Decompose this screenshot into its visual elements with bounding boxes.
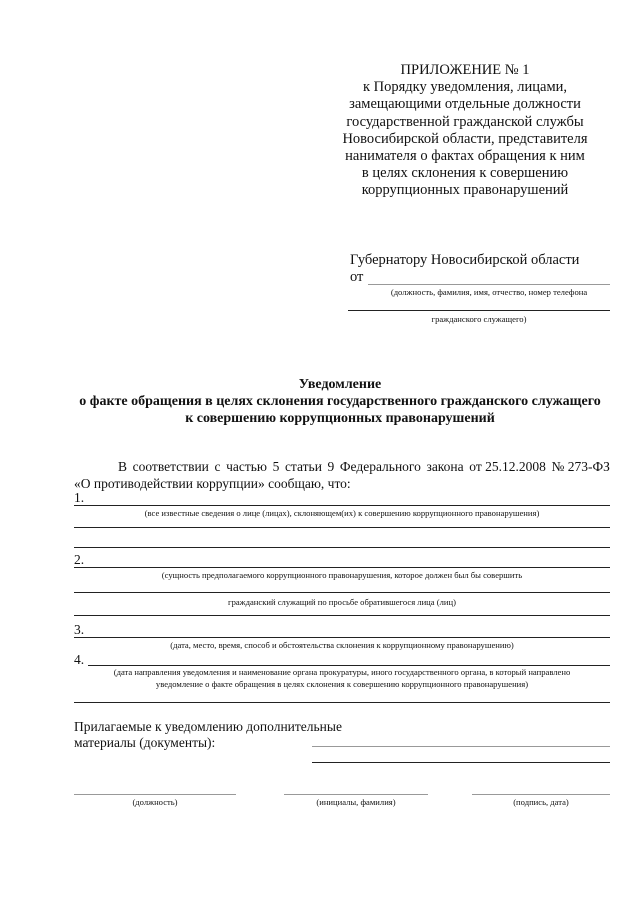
intro-word: статьи bbox=[284, 459, 322, 474]
item-2-number: 2. bbox=[74, 552, 85, 567]
notice-title: Уведомление bbox=[298, 377, 382, 392]
addressee-from-label: от bbox=[350, 269, 364, 285]
item-2-line-3[interactable] bbox=[74, 615, 610, 616]
item-1-line-1[interactable] bbox=[74, 505, 610, 506]
attachments-label-2: материалы (документы): bbox=[74, 735, 216, 750]
annex-line: ПРИЛОЖЕНИЕ № 1 bbox=[400, 62, 530, 78]
item-2-hint-2: гражданский служащий по просьбе обратившегося лица (лиц) bbox=[228, 597, 456, 607]
sign-date-hint: (подпись, дата) bbox=[513, 797, 569, 807]
intro-word: от 25.12.2008 bbox=[469, 459, 546, 474]
intro-word: 5 bbox=[272, 459, 280, 474]
intro-word: № 273-ФЗ bbox=[551, 459, 610, 474]
attachments-line-2[interactable] bbox=[312, 762, 610, 763]
initials-hint: (инициалы, фамилия) bbox=[316, 797, 396, 807]
intro-line-2: «О противодействии коррупции» сообщаю, что: bbox=[74, 476, 351, 491]
intro-line-1 bbox=[118, 459, 610, 475]
annex-line: государственной гражданской службы bbox=[346, 113, 584, 130]
item-2-line-2[interactable] bbox=[74, 592, 610, 593]
position-signature-line[interactable] bbox=[74, 794, 236, 795]
addressee-hint-1: (должность, фамилия, имя, отчество, номер телефона bbox=[390, 287, 588, 297]
annex-line: к Порядку уведомления, лицами, bbox=[362, 79, 568, 96]
item-4-line-2[interactable] bbox=[74, 702, 610, 703]
item-3-line[interactable] bbox=[74, 637, 610, 638]
addressee-to: Губернатору Новосибирской области bbox=[350, 252, 580, 268]
intro-word: 9 bbox=[327, 459, 335, 474]
item-3-number: 3. bbox=[74, 622, 85, 637]
item-4-hint-2: уведомление о факте обращения в целях склонения к совершению коррупционного правонарушения) bbox=[155, 679, 529, 689]
item-1-line-3[interactable] bbox=[74, 547, 610, 548]
notice-subtitle: о факте обращения в целях склонения государственного гражданского служащего bbox=[79, 394, 601, 409]
item-4-line-1[interactable] bbox=[88, 665, 610, 666]
item-3-hint: (дата, место, время, способ и обстоятельства склонения к коррупционному правонарушению) bbox=[170, 640, 514, 650]
position-hint: (должность) bbox=[132, 797, 178, 807]
item-2-hint-1: (сущность предполагаемого коррупционного правонарушения, которое должен был бы совершить bbox=[161, 570, 523, 580]
initials-signature-line[interactable] bbox=[284, 794, 428, 795]
item-2-line-1[interactable] bbox=[74, 567, 610, 568]
intro-word: В bbox=[118, 459, 128, 474]
intro-word: с bbox=[214, 459, 221, 474]
annex-line: нанимателя о фактах обращения к ним bbox=[345, 148, 585, 165]
annex-line: замещающими отдельные должности bbox=[349, 96, 581, 113]
intro-word: частью bbox=[226, 459, 267, 474]
annex-line: в целях склонения к совершению bbox=[361, 165, 569, 182]
notice-subtitle-2: к совершению коррупционных правонарушений bbox=[185, 411, 495, 426]
annex-line: Новосибирской области, представителя bbox=[342, 130, 588, 147]
attachments-label-1: Прилагаемые к уведомлению дополнительные bbox=[74, 719, 342, 734]
intro-word: закона bbox=[426, 459, 464, 474]
sign-date-line[interactable] bbox=[472, 794, 610, 795]
addressee-second-line[interactable] bbox=[348, 310, 610, 311]
item-1-line-2[interactable] bbox=[74, 527, 610, 528]
addressee-hint-2: гражданского служащего) bbox=[431, 314, 527, 324]
item-1-hint: (все известные сведения о лице (лицах), склоняющем(их) к совершению коррупционного правонарушения) bbox=[144, 508, 540, 518]
annex-line: коррупционных правонарушений bbox=[361, 182, 569, 199]
intro-word: соответствии bbox=[132, 459, 209, 474]
attachments-line-1[interactable] bbox=[312, 746, 610, 747]
item-1-number: 1. bbox=[74, 490, 85, 505]
item-4-number: 4. bbox=[74, 652, 85, 667]
intro-word: Федерального bbox=[339, 459, 421, 474]
addressee-from-line[interactable] bbox=[368, 284, 610, 285]
item-4-hint-1: (дата направления уведомления и наименование органа прокуратуры, иного государственного органа, в который направлено bbox=[113, 667, 571, 677]
annex-header bbox=[330, 62, 600, 200]
